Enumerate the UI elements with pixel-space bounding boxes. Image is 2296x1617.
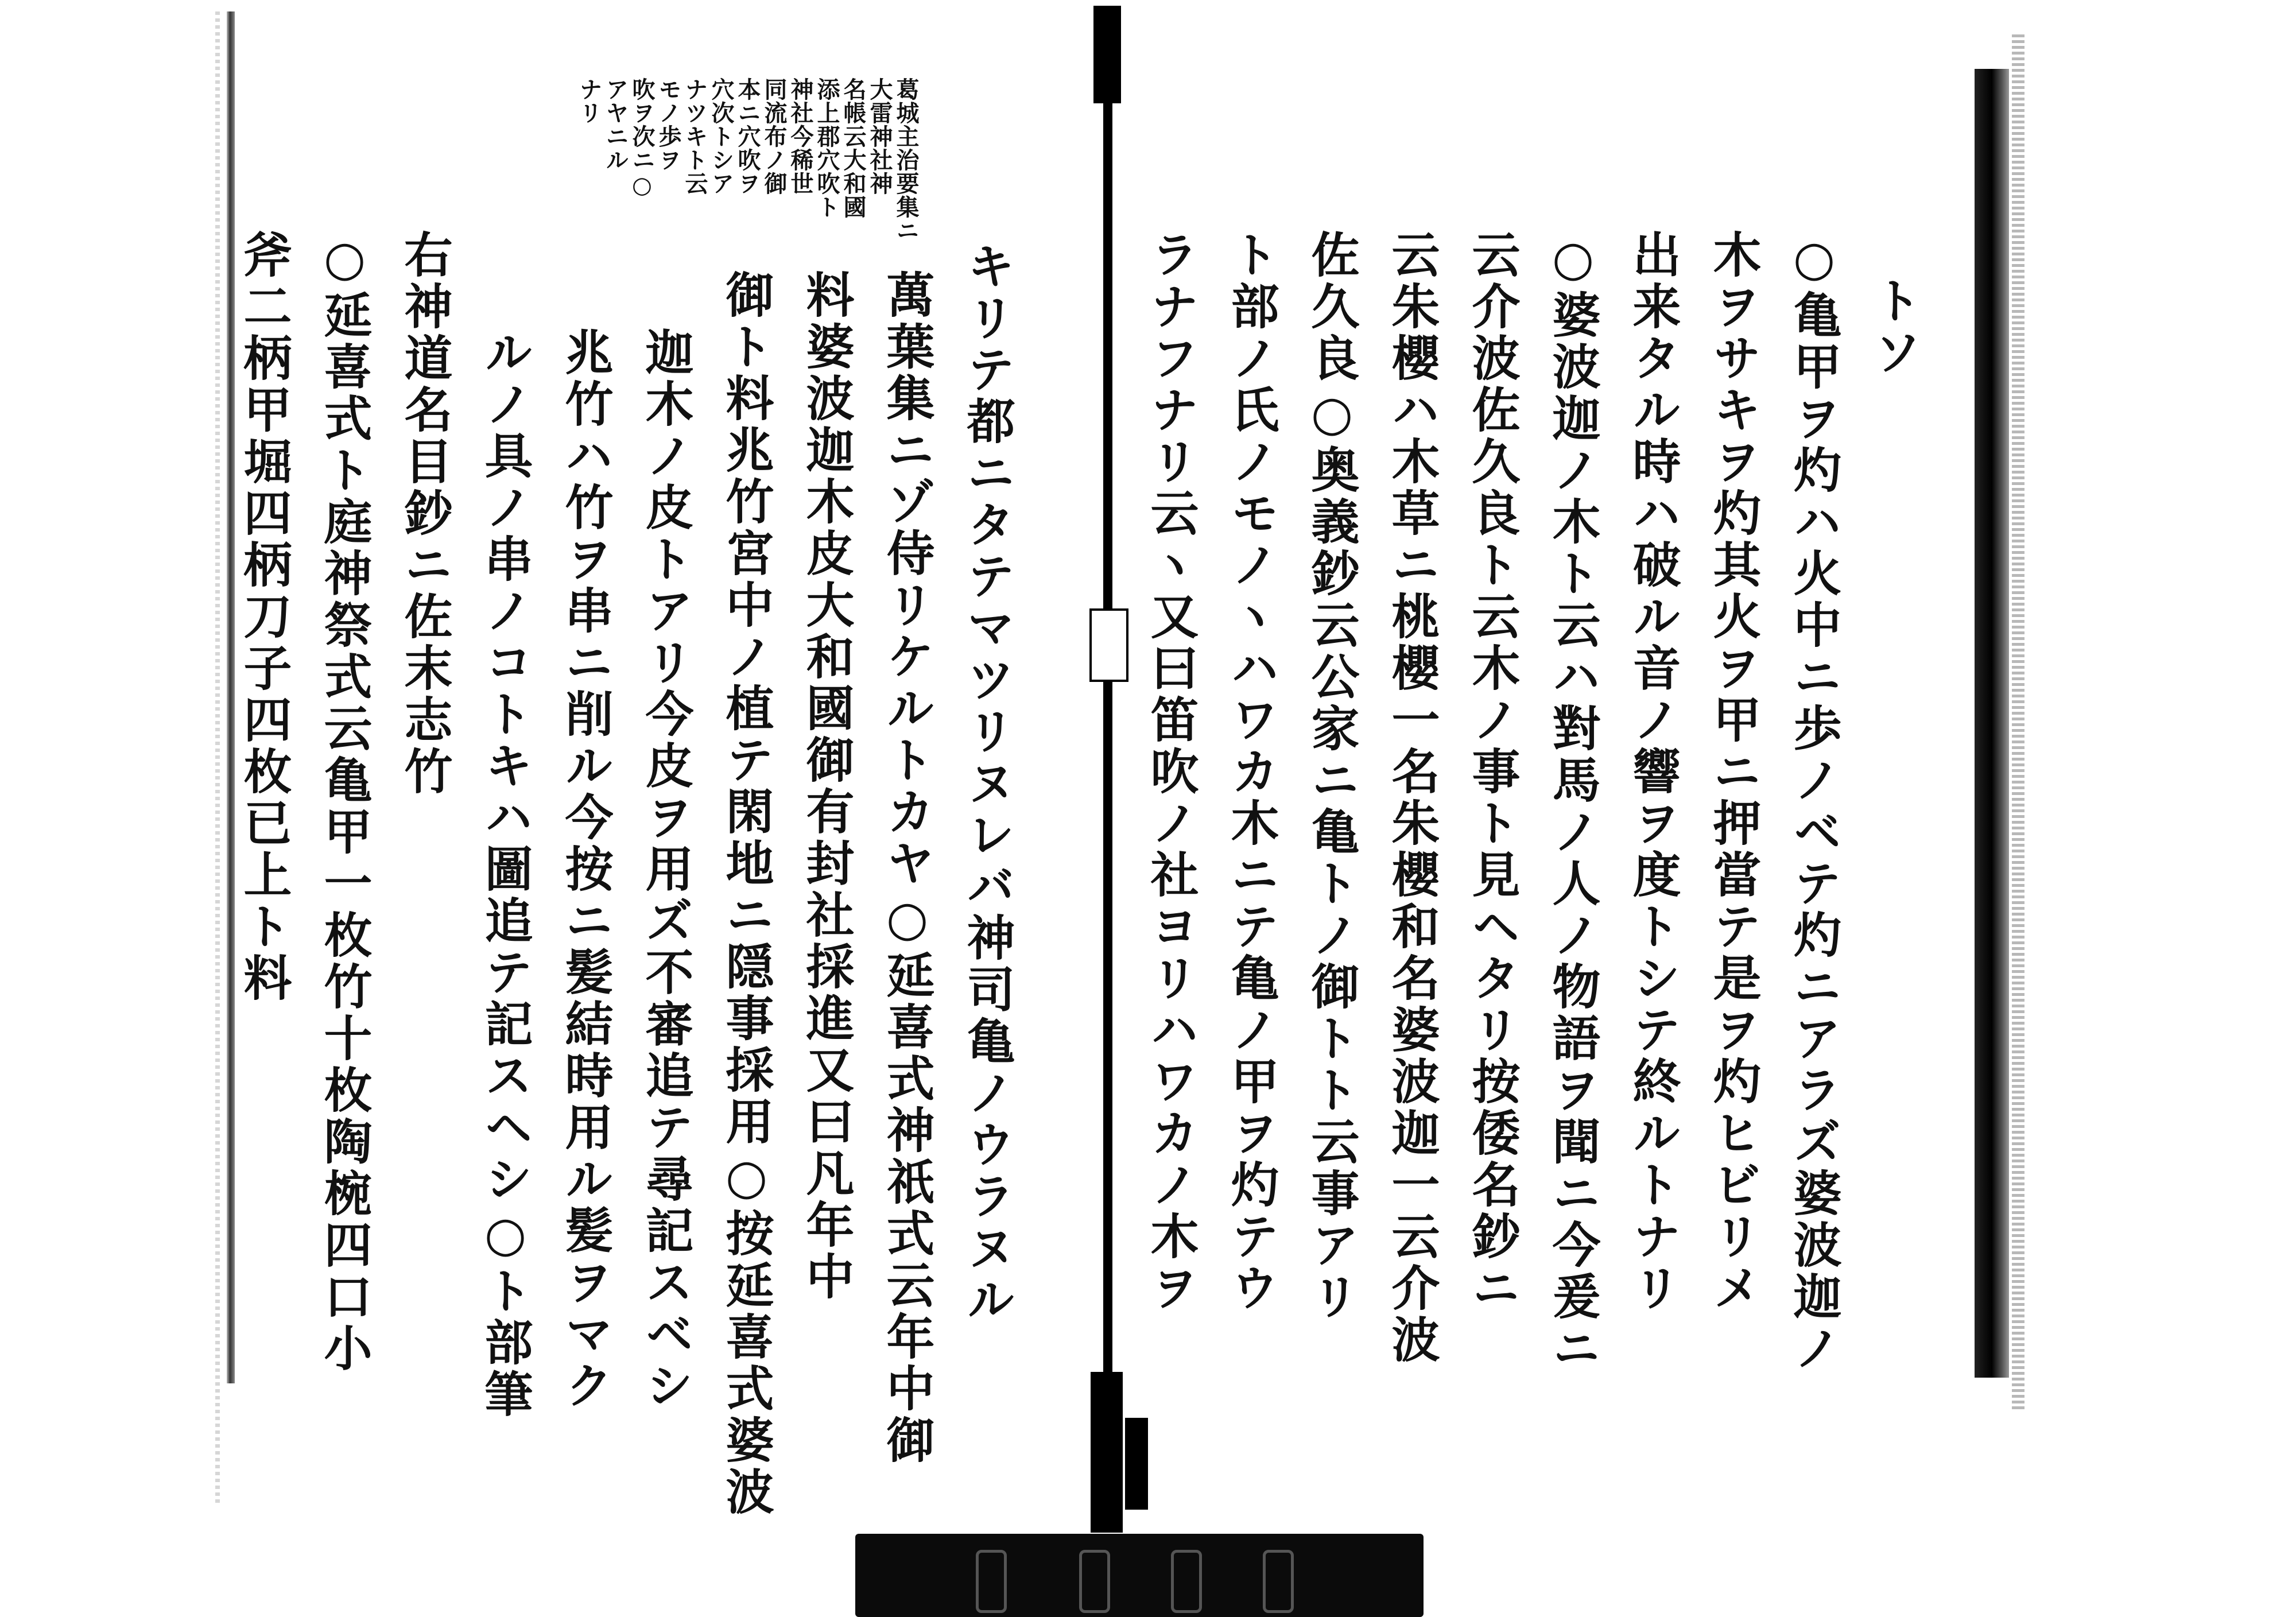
text-line: ルノ具ノ串ノコトキハ圖追テ記スヘシ○ト部筆 xyxy=(477,327,534,1421)
right-page-edge xyxy=(1975,69,2009,1378)
text-line: 木ヲサキヲ灼其火ヲ甲ニ押當テ是ヲ灼ヒビリメ xyxy=(1705,230,1762,1314)
annotation-line: アヤニル xyxy=(602,77,629,172)
annotation-line: ナリ xyxy=(576,77,603,125)
book-spine xyxy=(1103,6,1112,1372)
text-line: キリテ都ニタテマツリヌレバ神司亀ノウラヌル xyxy=(959,241,1016,1326)
stand-slot xyxy=(1263,1550,1294,1613)
annotation-line: 本ニ穴吹ヲ xyxy=(734,77,761,195)
annotation-line: 大雷神社神 xyxy=(866,77,893,195)
stand-slot xyxy=(976,1550,1007,1613)
annotation-line: 穴次トシア xyxy=(708,77,735,195)
annotation-line: 神社今稀世 xyxy=(787,77,814,195)
text-line: 兆竹ハ竹ヲ串ニ削ル今按ニ髪結時用ル髪ヲマク xyxy=(557,327,614,1412)
left-page-edge-stripes xyxy=(215,11,220,1504)
scanner-stand xyxy=(855,1534,1424,1617)
annotation-line: 同流布ノ御 xyxy=(761,77,788,195)
text-line: ○亀甲ヲ灼ハ火中ニ歩ノベテ灼ニアラズ婆波迦ノ xyxy=(1786,230,1843,1375)
text-line: 迦木ノ皮トアリ今皮ヲ用ズ不審追テ尋記スベシ xyxy=(638,327,695,1412)
stand-slot xyxy=(1079,1550,1110,1613)
text-line: 佐久良○奥義鈔云公家ニ亀トノ御トト云事アリ xyxy=(1304,230,1360,1323)
text-line: ト部ノ氏ノモノヽハワカ木ニテ亀ノ甲ヲ灼テウ xyxy=(1223,230,1280,1314)
binding-clip-middle xyxy=(1089,608,1128,682)
text-line: 萬葉集ニゾ侍リケルトカヤ○延喜式神祇式云年中御 xyxy=(879,270,936,1467)
annotation-line: 添上郡穴吹ト xyxy=(813,77,840,219)
text-line: 云朱櫻ハ木草ニ桃櫻一名朱櫻和名婆波迦一云介波 xyxy=(1384,230,1441,1366)
text-line: ラナフナリ云ヽ又曰笛吹ノ社ヨリハワカノ木ヲ xyxy=(1143,230,1200,1314)
text-line: 云介波佐久良ト云木ノ事ト見ヘタリ按倭名鈔ニ xyxy=(1464,230,1521,1314)
annotation-line: ナツキト云 xyxy=(681,77,708,195)
text-line: 出来タル時ハ破ル音ノ響ヲ度トシテ終ルトナリ xyxy=(1625,230,1682,1314)
right-page-edge-stripes xyxy=(2012,34,2024,1412)
annotation-line: 吹ヲ次ニ○ xyxy=(629,77,656,199)
text-line: 料婆波迦木皮大和國御有封社採進又曰凡年中 xyxy=(798,270,855,1303)
annotation-line: 名帳云大和國 xyxy=(840,77,867,219)
annotation-line: 葛城主治要集ニ xyxy=(893,77,920,242)
text-line: 右神道名目鈔ニ佐末志竹 xyxy=(397,230,453,798)
stand-slot xyxy=(1171,1550,1202,1613)
text-line: ○婆波迦ノ木ト云ハ對馬ノ人ノ物語ヲ聞ニ今爰ニ xyxy=(1545,230,1601,1375)
text-line: 御ト料兆竹宮中ノ植テ閑地ニ隠事採用○按延喜式婆波 xyxy=(718,270,775,1518)
annotation-line: モノ歩ヲ xyxy=(655,77,682,172)
binding-clip-bottom-right xyxy=(1125,1418,1148,1510)
text-line: ○延喜式ト庭神祭式云亀甲一枚竹十枚陶椀四口小 xyxy=(316,230,373,1375)
binding-clip-bottom xyxy=(1091,1372,1123,1533)
page-heading: トソ xyxy=(1866,276,1923,379)
text-line: 斧二柄甲堀四柄刀子四枚已上ト料 xyxy=(236,230,293,1005)
